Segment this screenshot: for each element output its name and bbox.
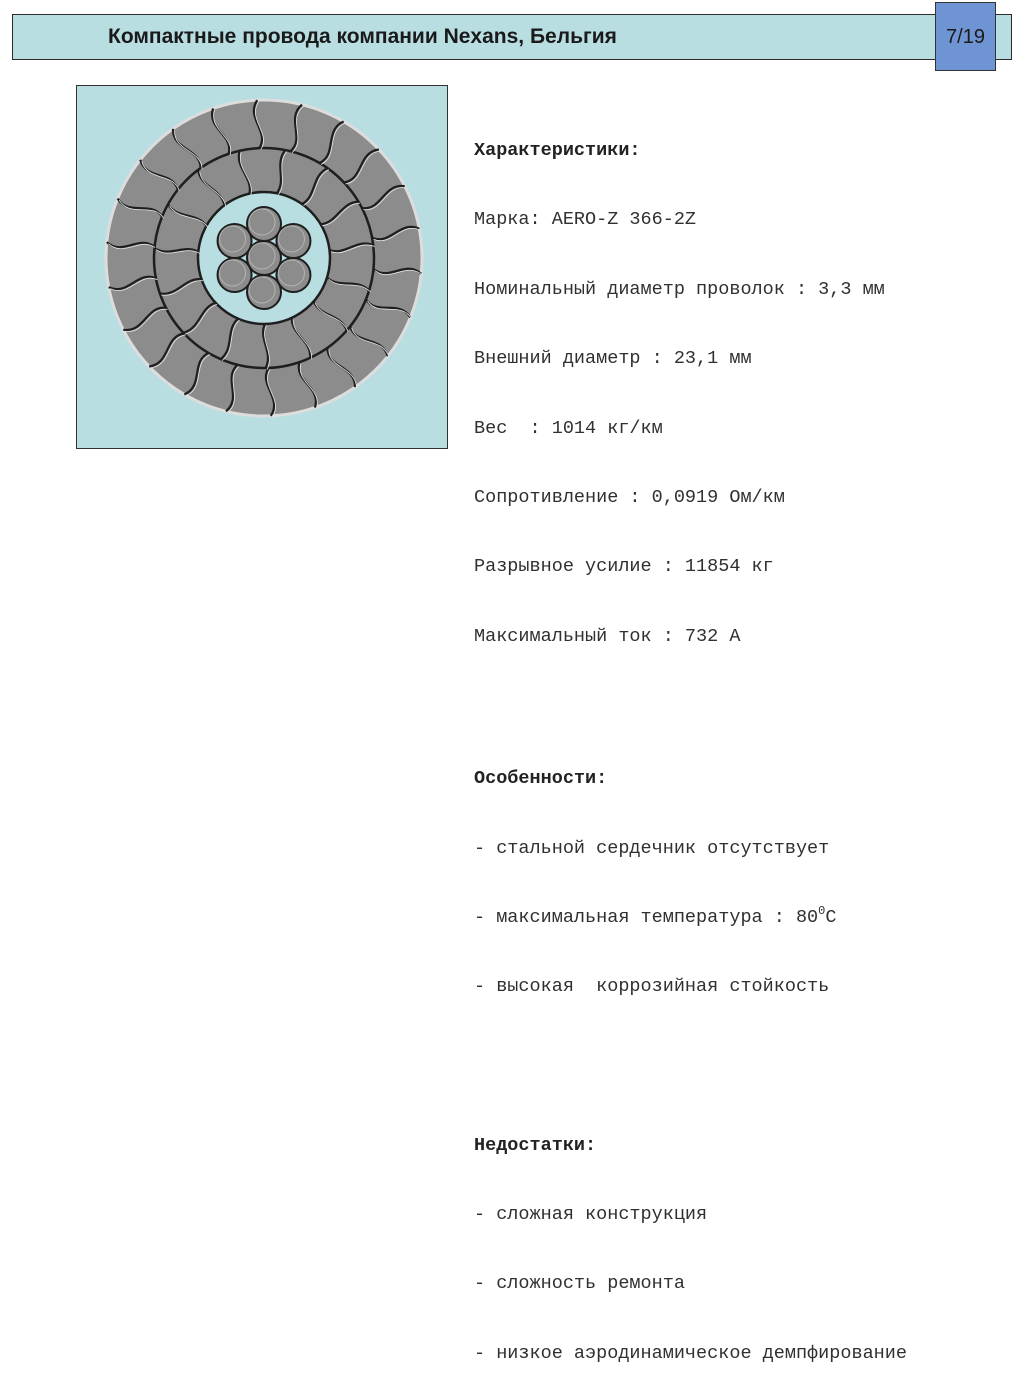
- spec-line-max-current: Максимальный ток : 732 А: [474, 625, 741, 647]
- core-round-wire: [218, 224, 252, 258]
- feature-line-temperature: - максимальная температура : $80^0С$: [474, 903, 837, 928]
- spec-line-wire-diameter: Номинальный диаметр проволок : 3,3 мм: [474, 278, 885, 300]
- specifications-text: [474, 95, 907, 1388]
- feature-line-corrosion: - высокая коррозийная стойкость: [474, 976, 830, 998]
- spec-line-outer-diameter: Внешний диаметр : 23,1 мм: [474, 348, 752, 370]
- drawback-line-repair: - сложность ремонта: [474, 1273, 685, 1295]
- core-round-wire: [247, 275, 281, 309]
- spec-line-resistance: Сопротивление : 0,0919 Ом/км: [474, 486, 785, 508]
- spec-line-breaking-force: Разрывное усилие : 11854 кг: [474, 556, 774, 578]
- characteristics-heading: Характеристики:: [474, 140, 641, 161]
- spec-line-weight: Вес : 1014 кг/км: [474, 417, 663, 439]
- drawbacks-heading: Недостатки:: [474, 1134, 597, 1156]
- core-round-wire: [247, 241, 281, 275]
- core-round-wire: [218, 258, 252, 292]
- page-number-badge: 7/19: [935, 2, 996, 71]
- drawback-line-construction: - сложная конструкция: [474, 1204, 708, 1226]
- feature-line-core: - стальной сердечник отсутствует: [474, 837, 830, 859]
- drawback-line-damping: - низкое аэродинамическое демпфирование: [474, 1342, 907, 1364]
- features-heading: Особенности:: [474, 768, 608, 790]
- conductor-cross-section-figure: [76, 85, 448, 449]
- core-round-wire: [276, 258, 310, 292]
- slide-title: Компактные провода компании Nexans, Бельгия: [108, 25, 617, 48]
- core-round-wire: [276, 224, 310, 258]
- core-round-wire: [247, 207, 281, 241]
- spec-line-brand: Марка: AERO-Z 366-2Z: [474, 209, 697, 231]
- title-bar: [12, 14, 1012, 60]
- conductor-cross-section-icon: [77, 86, 447, 448]
